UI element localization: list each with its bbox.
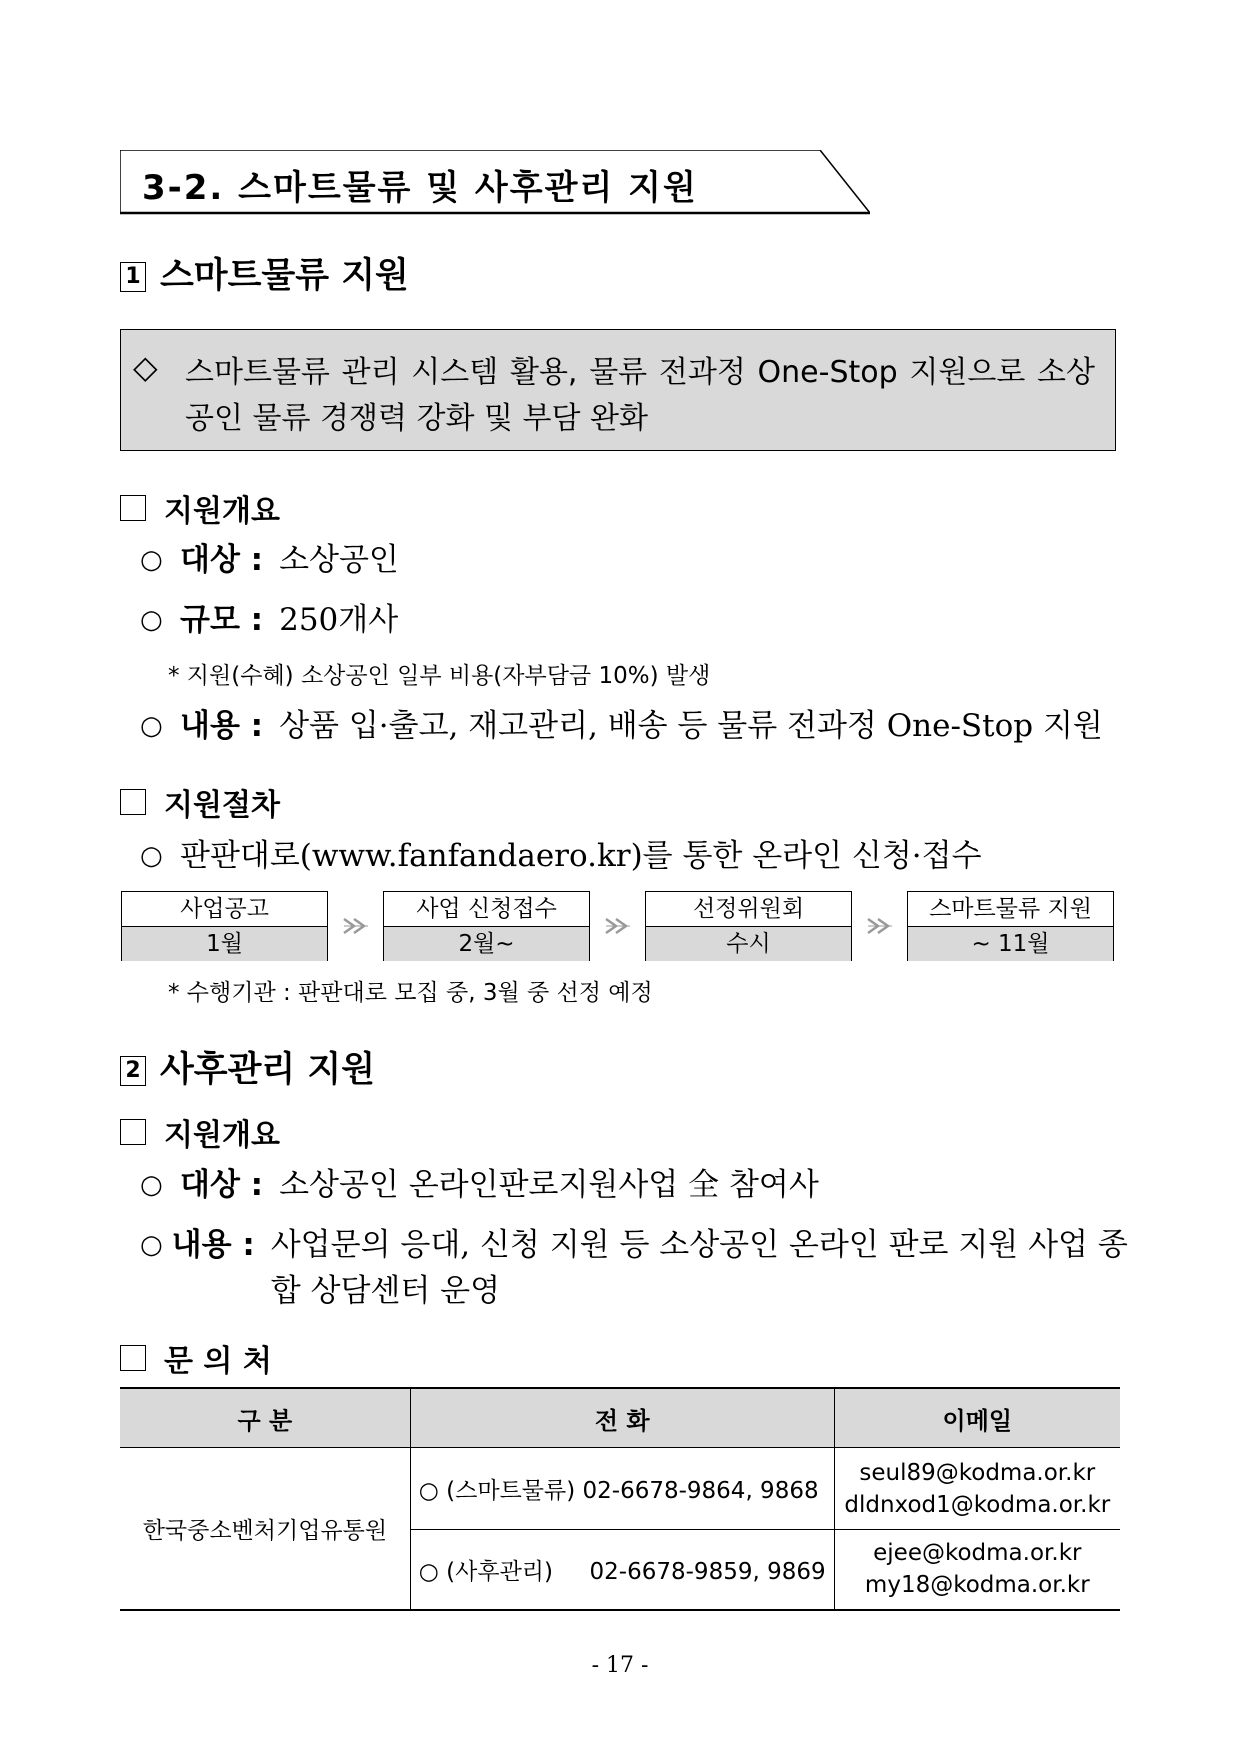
- content-value: 상품 입·출고, 재고관리, 배송 등 물류 전과정 One-Stop 지원: [279, 708, 1103, 744]
- step-time: 2월~: [384, 927, 589, 961]
- part2-overview-heading: [120, 1110, 280, 1154]
- circle-bullet-icon: ○: [140, 1230, 163, 1260]
- overview-heading-text: 지원개요: [164, 1118, 280, 1153]
- target-label: 대상 :: [180, 542, 264, 578]
- summary-text: 스마트물류 관리 시스템 활용, 물류 전과정 One-Stop 지원으로 소상공인 물류 경쟁력 강화 및 부담 완화: [185, 355, 1095, 436]
- table-header-row: [120, 1388, 1120, 1448]
- part2-number: 2: [120, 1056, 146, 1086]
- target-value: 소상공인: [279, 542, 399, 578]
- step-time: 수시: [646, 927, 851, 961]
- table-header: 전 화: [410, 1388, 834, 1448]
- step-box: [383, 891, 590, 961]
- scale-note: * 지원(수혜) 소상공인 일부 비용(자부담금 10%) 발생: [168, 663, 711, 689]
- part2-content-line: [140, 1225, 1130, 1314]
- part1-target-line: [140, 540, 399, 580]
- checkbox-square-icon: [120, 1345, 146, 1371]
- procedure-note: * 수행기관 : 판판대로 모집 중, 3월 중 선정 예정: [168, 980, 653, 1006]
- procedure-heading-text: 지원절차: [164, 788, 280, 823]
- org-cell: 한국중소벤처기업유통원: [120, 1448, 410, 1610]
- part1-procedure-heading: [120, 780, 280, 824]
- circle-bullet-icon: ○: [140, 605, 163, 635]
- email-cell: [834, 1448, 1120, 1530]
- step-title: 사업공고: [122, 892, 327, 927]
- part1-number: 1: [120, 262, 146, 292]
- email-address: seul89@kodma.or.kr: [859, 1459, 1096, 1486]
- summary-box: [120, 329, 1116, 451]
- section-title-banner: [120, 150, 870, 216]
- table-header: 구 분: [120, 1388, 410, 1448]
- step-time: ~ 11월: [908, 927, 1113, 961]
- page-number: - 17 -: [591, 1653, 649, 1678]
- double-arrow-icon: [604, 916, 636, 936]
- contact-table: [120, 1387, 1120, 1611]
- target-value: 소상공인 온라인판로지원사업 全 참여사: [279, 1167, 819, 1203]
- phone-cell: ○ (사후관리) 02-6678-9859, 9869: [410, 1530, 834, 1610]
- checkbox-square-icon: [120, 495, 146, 521]
- circle-bullet-icon: ○: [140, 841, 163, 871]
- table-header: 이메일: [834, 1388, 1120, 1448]
- part2-heading: [120, 1042, 375, 1092]
- part2-target-line: [140, 1165, 819, 1205]
- circle-bullet-icon: ○: [140, 545, 163, 575]
- part1-content-line: [140, 706, 1130, 746]
- diamond-icon: ◇: [133, 348, 158, 386]
- step-title: 사업 신청접수: [384, 892, 589, 927]
- part1-overview-heading: [120, 486, 280, 530]
- part1-title: 스마트물류 지원: [160, 256, 409, 296]
- content-label: 내용 :: [171, 1227, 255, 1263]
- section-title: 3-2. 스마트물류 및 사후관리 지원: [142, 168, 698, 208]
- checkbox-square-icon: [120, 789, 146, 815]
- step-time: 1월: [122, 927, 327, 961]
- part1-scale-line: [140, 600, 398, 640]
- step-box: [907, 891, 1114, 961]
- procedure-line: [140, 836, 982, 876]
- scale-label: 규모 :: [180, 602, 264, 638]
- step-title: 스마트물류 지원: [908, 892, 1113, 927]
- part1-heading: [120, 248, 409, 298]
- procedure-text: 판판대로(www.fanfandaero.kr)를 통한 온라인 신청·접수: [180, 838, 982, 874]
- contact-heading-text: 문 의 처: [164, 1344, 272, 1379]
- step-box: [121, 891, 328, 961]
- circle-bullet-icon: ○: [140, 711, 163, 741]
- double-arrow-icon: [866, 916, 898, 936]
- part2-title: 사후관리 지원: [160, 1050, 376, 1090]
- step-box: [645, 891, 852, 961]
- email-address: dldnxod1@kodma.or.kr: [844, 1491, 1111, 1518]
- double-arrow-icon: [342, 916, 374, 936]
- checkbox-square-icon: [120, 1119, 146, 1145]
- target-label: 대상 :: [180, 1167, 264, 1203]
- email-address: my18@kodma.or.kr: [864, 1572, 1090, 1599]
- email-cell: [834, 1530, 1120, 1610]
- phone-cell: ○ (스마트물류) 02-6678-9864, 9868: [410, 1448, 834, 1530]
- table-row: [120, 1448, 1120, 1530]
- content-value: 사업문의 응대, 신청 지원 등 소상공인 온라인 판로 지원 사업 종합 상담센터 운영: [270, 1227, 1128, 1309]
- overview-heading-text: 지원개요: [164, 494, 280, 529]
- content-label: 내용 :: [180, 708, 264, 744]
- email-address: ejee@kodma.or.kr: [873, 1540, 1082, 1567]
- scale-value: 250개사: [279, 602, 399, 638]
- circle-bullet-icon: ○: [140, 1170, 163, 1200]
- contact-heading: [120, 1336, 272, 1380]
- step-title: 선정위원회: [646, 892, 851, 927]
